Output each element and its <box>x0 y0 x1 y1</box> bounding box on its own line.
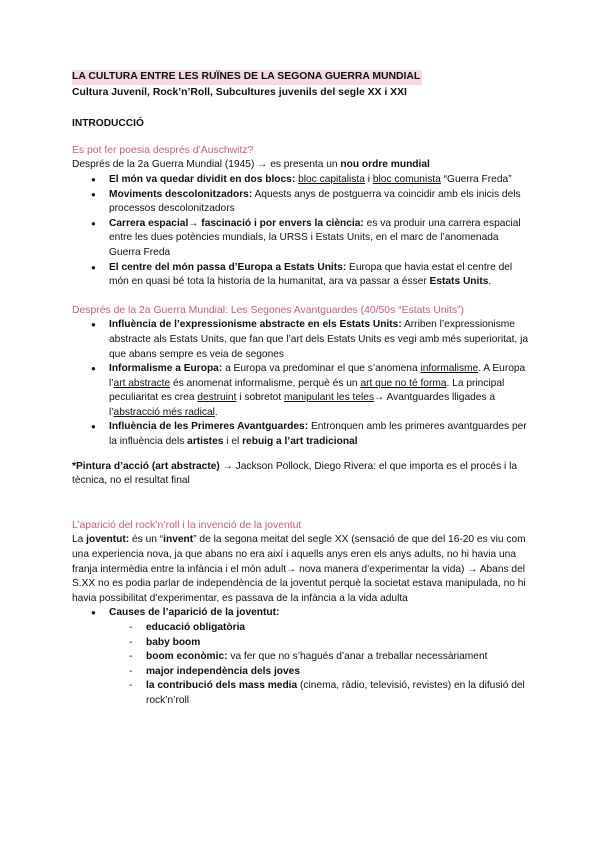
document-subtitle: Cultura Juvenil, Rock’n’Roll, Subcultures juvenils del segle XX i XXI <box>72 86 407 98</box>
sublist-item: - major independència dels joves <box>146 665 532 680</box>
list-item: ● Carrera espacial→ fascinació i por envers la ciència: es va produir una carrera espacial entre les dues potències mundials, la URSS i Estats Units, en el marc de l’anomenada Guerra Freda <box>109 217 532 261</box>
causes-sublist <box>109 621 532 709</box>
section1-lead: Després de la 2a Guerra Mundial (1945) → es presenta un nou ordre mundial <box>72 159 430 171</box>
sublist-item: - boom econòmic: va fer que no s’hagués d’anar a treballar necessàriament <box>146 650 532 665</box>
section-heading-avantguardes: Després de la 2a Guerra Mundial: Les Segones Avantguardes (40/50s “Estats Units”) <box>72 304 464 316</box>
list-item: ● Influència de l’expressionisme abstracte en els Estats Units: Arriben l’expressionisme abstracte als Estats Units, que fan que l’art dels Estats Units es vegi amb més superioritat, ja que abans sempre es veia de segones <box>109 318 532 362</box>
causes-list <box>72 606 532 708</box>
intro-heading: INTRODUCCIÓ <box>72 118 144 130</box>
list-item: ● Informalisme a Europa: a Europa va predominar el que s’anomena informalisme. A Europa l’art abstracte és anomenat informalisme, perquè és un art que no té forma. La principal peculiaritat es crea destruint i sobretot manipulant les teles→ Avantguardes lligades a l’abstracció més radical. <box>109 362 532 420</box>
pintura-accio-note: *Pintura d’acció (art abstracte) → Jackson Pollock, Diego Rivera: el que importa es el procés i la tècnica, no el resultat final <box>72 460 518 487</box>
list-item: ● El centre del món passa d’Europa a Estats Units: Europa que havia estat el centre del món en quasi bé tota la historia de la humanitat, ara va passar a ésser Estats Units. <box>109 261 532 290</box>
section-heading-auschwitz: Es pot fer poesia després d’Auschwitz? <box>72 144 254 156</box>
section1-list <box>72 173 532 290</box>
section2-list <box>72 318 532 449</box>
list-item: ● Moviments descolonitzadors: Aquests anys de postguerra va coincidir amb els inicis dels processos descolonitzadors <box>109 188 532 217</box>
list-item: ● Causes de l’aparició de la joventut: - educació obligatòria - baby boom - boom econòmic: va fer que no s’hagués d’anar a treballar necessàriament - major independència dels joves - la contribució dels mass media (cinema, ràdio, televisió, revistes) en la difusió del rock’n’roll <box>109 606 532 708</box>
sublist-item: - la contribució dels mass media (cinema, ràdio, televisió, revistes) en la difusió del rock’n’roll <box>146 679 532 708</box>
sublist-item: - baby boom <box>146 636 532 651</box>
document-page <box>72 68 532 709</box>
list-item: ● Influència de les Primeres Avantguardes: Entronquen amb les primeres avantguardes per la influència dels artistes i el rebuig a l’art tradicional <box>109 420 532 449</box>
section-heading-rocknroll: L’aparició del rock’n’roll i la invenció de la joventut <box>72 519 302 531</box>
sublist-item: - educació obligatòria <box>146 621 532 636</box>
joventut-paragraph: La joventut: és un “invent” de la segona meitat del segle XX (sensació de que del 16-20 es viu com una experiencia nova, ja que abans no era així i aquells anys eren els anys adults, no hi havia una franja intermèdia entre la infància i el món adult→ nova manera d’experimentar la vida) → Abans del S.XX no es podia parlar de independència de la joventut perquè la societat estava manipulada, no hi havia possibilitat d’experimentar, es passava de la infància a la vida adulta <box>72 534 526 604</box>
document-title: LA CULTURA ENTRE LES RUÏNES DE LA SEGONA GUERRA MUNDIAL <box>72 70 422 85</box>
list-item: ● El món va quedar dividit en dos blocs: bloc capitalista i bloc comunista “Guerra Freda” <box>109 173 532 188</box>
